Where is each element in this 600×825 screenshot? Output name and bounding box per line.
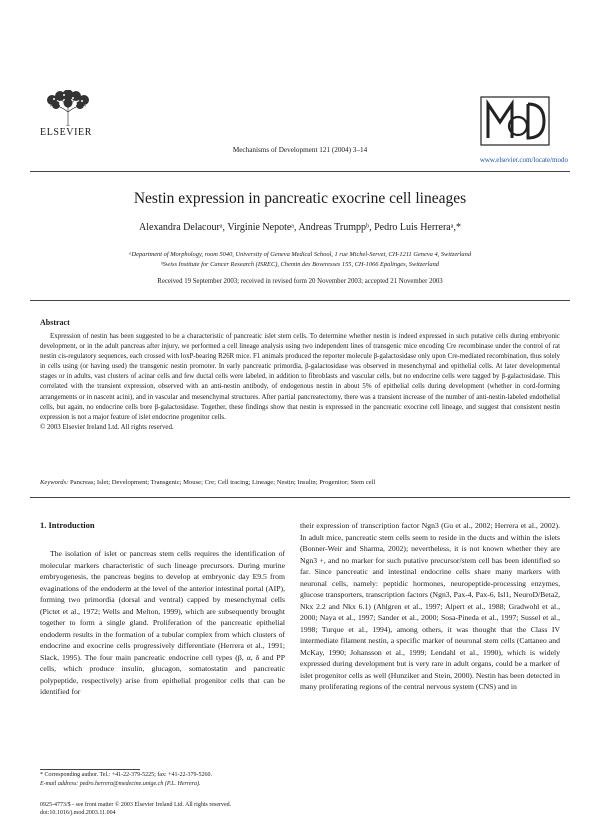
keywords xyxy=(40,478,560,487)
elsevier-tree-icon xyxy=(40,90,96,126)
elsevier-logo xyxy=(40,90,96,136)
affiliation-b: ᵇSwiss Institute for Cancer Research (ISREC), Chemin des Boveresses 155, CH-1066 Epalinges, Switzerland xyxy=(161,261,439,268)
keywords-list: Pancreas; Islet; Development; Transgenic; Mouse; Cre; Cell tracing; Lineage; Nestin; Insulin; Progenitor; Stem cell xyxy=(68,479,376,486)
article-meta xyxy=(40,801,340,817)
footnote-divider xyxy=(40,769,140,770)
abstract-copyright: © 2003 Elsevier Ireland Ltd. All rights reserved. xyxy=(40,423,174,431)
journal-logo xyxy=(480,96,550,146)
publisher-name: ELSEVIER xyxy=(40,127,93,138)
abstract-text: Expression of nestin has been suggested to be a characteristic of pancreatic islet stem cells. To determine whether nestin is indeed expressed in such putative cells during embryonic development, or in the adult pancreas after injury, we performed a cell lineage analysis using two independent lines of transgenic mice encoding Cre recombinase under the control of rat nestin cis-regulatory sequences, each crossed with loxP-bearing R26R mice. F1 animals produced the reporter molecule β-galactosidase only upon Cre-mediated recombination, thus solely in cells using (or having used) the transgenic nestin promoter. In early pancreatic primordia, β-galactosidase was observed in mesenchymal and epithelial cells. At later developmental stages or in adults, vast clusters of acinar cells and few ductal cells were labeled, in addition to fibroblasts and vascular cells, but no endocrine cells were tagged by β-galactosidase. This correlated with the transient expression, observed with an anti-nestin antibody, of endogenous nestin in about 5% of epithelial cells during development (whether in cord-forming arrangements or in nascent acini), and in vascular and mesenchymal structures. After partial pancreatectomy, there was a transient increase of the number of anti-nestin-labeled endothelial cells, but again, no endocrine cells bore β-galactosidase. Together, these findings show that nestin is expressed in the pancreatic exocrine cell lineage, and suggest that consistent nestin expression is not a major feature of islet endocrine progenitor cells. xyxy=(40,333,560,421)
corresponding-author: * Corresponding author. Tel.: +41-22-379-5225; fax: +41-22-379-5260. xyxy=(40,772,213,778)
affiliation-a: ᵃDepartment of Morphology, room 5040, University of Geneva Medical School, 1 rue Michel-Servet, CH-1211 Geneva 4, Switzerland xyxy=(128,251,472,258)
footnote xyxy=(40,771,300,788)
mod-logo-icon xyxy=(480,96,550,146)
author-list: Alexandra Delacourᵃ, Virginie Nepoteᵃ, Andreas Trumppᵇ, Pedro Luis Herreraᵃ,* xyxy=(139,222,461,233)
intro-paragraph-left: The isolation of islet or pancreas stem cells requires the identification of molecular markers characteristic of such lineage precursors. During murine embryogenesis, the pancreas begins to develop at embryonic day E9.5 from evaginations of the endoderm at the level of the anterior intestinal portal (AIP), forming two primordia (dorsal and ventral) capped by mesenchymal cells (Pictet et al., 1972; Wells and Melton, 1999), which are subsequently brought together to form a single gland. Proliferation of the pancreatic epithelial endoderm results in the formation of a tubular complex from which clusters of endocrine and exocrine cells progressively differentiate (Herrera et al., 1991; Slack, 1995). The four main pancreatic endocrine cell types (β, α, δ and PP cells, which produce insulin, glucagon, somatostatin and pancreatic polypeptide, respectively) arise from epithelial progenitor cells that can be identified for xyxy=(40,549,285,696)
journal-citation: Mechanisms of Development 121 (2004) 3–14 xyxy=(232,146,368,154)
body-column-left xyxy=(40,548,285,698)
abstract-heading: Abstract xyxy=(40,318,70,327)
received-dates: Received 19 September 2003; received in revised form 20 November 2003; accepted 21 November 2003 xyxy=(157,278,443,285)
journal-url-link[interactable]: www.elsevier.com/locate/modo xyxy=(479,156,568,164)
article-title: Nestin expression in pancreatic exocrine cell lineages xyxy=(133,190,467,207)
issn-line: 0925-4773/$ - see front matter © 2003 Elsevier Ireland Ltd. All rights reserved. xyxy=(40,802,232,808)
section-heading-introduction: 1. Introduction xyxy=(40,520,95,530)
keywords-label: Keywords: xyxy=(40,479,69,486)
doi-line: doi:10.1016/j.mod.2003.11.004 xyxy=(40,810,116,816)
body-column-right xyxy=(300,520,560,693)
abstract-bottom-divider xyxy=(30,497,570,498)
author-email: E-mail address: pedro.herrera@medecine.unige.ch (P.L. Herrera). xyxy=(40,780,201,787)
header-divider xyxy=(30,171,570,172)
abstract-body xyxy=(40,332,560,433)
abstract-top-divider xyxy=(30,300,570,301)
intro-paragraph-right: their expression of transcription factor Ngn3 (Gu et al., 2002; Herrera et al., 2002). In adult mice, pancreatic stem cells seem to reside in the ducts and within the islets (Bonner-Weir and Sharma, 2002); nevertheless, it is not known whether they are Ngn3 +, and no marker for such putative precursor/stem cell has been identified so far. Since pancreatic and intestinal endocrine cells share many markers with neuronal cells, namely: peptidic hormones, neuropeptide-processing enzymes, glucose transporters, transcription factors (Ngn3, Pax-4, Pax-6, Isl1, NeuroD/Beta2, Nkx 2.2 and Nkx 6.1) (Ahlgren et al., 1997; Alpert et al., 1988; Gradwohl et al., 2000; Naya et al., 1997; Sander et al., 2000; Sosa-Pineda et al., 1997; Sussel et al., 1998; Turque et al., 1994), among others, it was thought that the Class IV intermediate filament nestin, a specific marker of neuronal stem cells (Cattaneo and McKay, 1990; Johansson et al., 1999; Lendahl et al., 1990), which is widely expressed during development but is very rare in adult organs, could be a marker of islet progenitor cells as well (Hunziker and Stein, 2000). Nestin has been detected in many proliferating regions of the central nervous system (CNS) and in xyxy=(300,521,560,691)
